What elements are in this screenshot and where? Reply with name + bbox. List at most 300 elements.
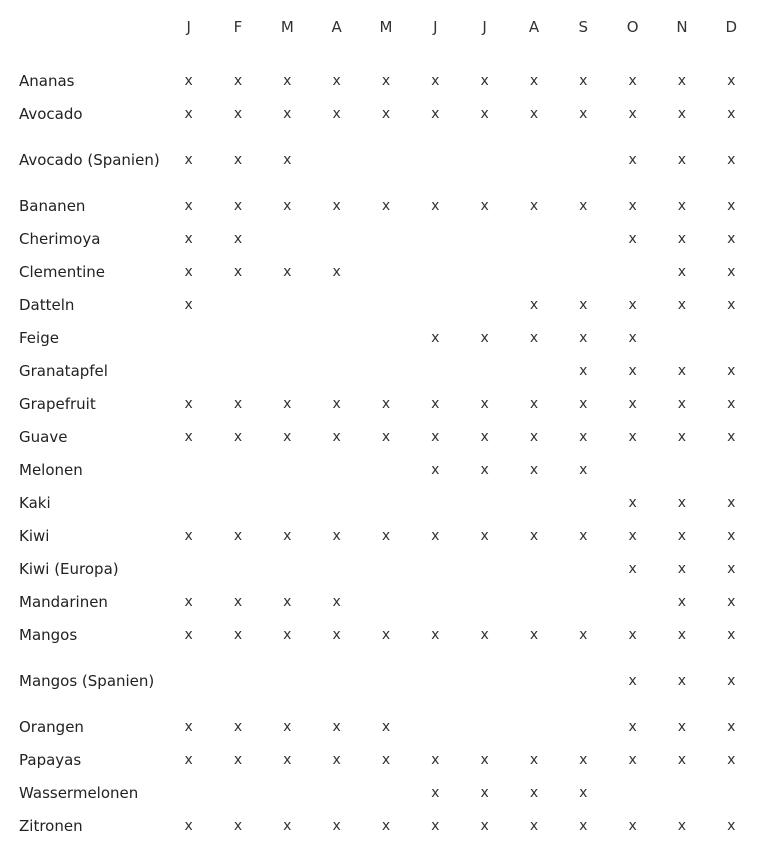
season-mark: x [628, 428, 637, 445]
season-mark: x [480, 527, 489, 544]
season-mark: x [184, 626, 193, 643]
season-mark: x [381, 197, 391, 214]
season-empty [559, 130, 608, 189]
season-mark: x [579, 395, 588, 412]
table-row [12, 321, 756, 354]
fruit-name: Orangen [19, 717, 84, 736]
fruit-name: Papayas [19, 750, 82, 769]
season-mark: x [233, 428, 243, 445]
season-empty [411, 354, 460, 387]
season-empty [460, 552, 509, 585]
season-mark: x [283, 105, 292, 122]
season-empty [657, 453, 706, 486]
fruit-name: Kaki [19, 493, 51, 512]
season-mark: x [677, 626, 687, 643]
season-mark: x [381, 626, 391, 643]
season-empty [608, 453, 657, 486]
season-mark: x [283, 395, 292, 412]
season-mark: x [579, 626, 588, 643]
season-empty [361, 255, 410, 288]
season-mark: x [677, 428, 687, 445]
season-mark: x [727, 626, 736, 643]
season-mark: x [332, 428, 341, 445]
season-empty [559, 710, 608, 743]
month-header: A [528, 18, 540, 36]
season-mark: x [677, 72, 687, 89]
season-empty [361, 288, 410, 321]
season-mark: x [431, 784, 440, 801]
season-mark: x [579, 461, 588, 478]
season-mark: x [628, 151, 637, 168]
season-mark: x [431, 72, 440, 89]
table-row [12, 189, 756, 222]
season-empty [164, 486, 213, 519]
season-empty [411, 651, 460, 710]
table-row [12, 743, 756, 776]
season-mark: x [233, 751, 243, 768]
season-mark: x [579, 428, 588, 445]
header-spacer [12, 46, 756, 64]
season-mark: x [184, 593, 193, 610]
fruit-name: Avocado [19, 104, 83, 123]
season-mark: x [480, 626, 489, 643]
season-empty [213, 776, 262, 809]
season-mark: x [727, 151, 736, 168]
season-mark: x [233, 72, 243, 89]
season-empty [559, 486, 608, 519]
season-mark: x [283, 428, 292, 445]
season-mark: x [184, 263, 193, 280]
season-mark: x [233, 718, 243, 735]
table-row [12, 710, 756, 743]
season-empty [164, 321, 213, 354]
season-empty [509, 552, 558, 585]
season-mark: x [480, 461, 489, 478]
month-header: S [578, 18, 589, 36]
season-empty [164, 453, 213, 486]
season-mark: x [381, 527, 391, 544]
table-row [12, 651, 756, 710]
season-mark: x [233, 197, 243, 214]
season-mark: x [628, 718, 637, 735]
season-empty [312, 288, 361, 321]
fruit-column-header [12, 8, 164, 46]
table-row [12, 809, 756, 842]
season-empty [361, 321, 410, 354]
month-header: A [331, 18, 342, 36]
season-mark: x [332, 105, 341, 122]
season-mark: x [332, 395, 341, 412]
season-mark: x [529, 329, 539, 346]
season-empty [312, 776, 361, 809]
season-mark: x [381, 817, 391, 834]
season-empty [312, 321, 361, 354]
fruit-name: Avocado (Spanien) [19, 150, 160, 169]
season-mark: x [727, 230, 736, 247]
season-mark: x [184, 72, 193, 89]
table-row [12, 288, 756, 321]
season-empty [460, 651, 509, 710]
season-table [12, 8, 756, 842]
season-empty [361, 486, 410, 519]
season-mark: x [480, 428, 489, 445]
fruit-name: Mangos (Spanien) [19, 671, 155, 690]
season-empty [509, 255, 558, 288]
season-mark: x [727, 560, 736, 577]
season-mark: x [727, 263, 736, 280]
season-mark: x [233, 263, 243, 280]
season-mark: x [283, 593, 292, 610]
season-empty [559, 585, 608, 618]
season-empty [559, 651, 608, 710]
season-empty [411, 222, 460, 255]
season-mark: x [381, 751, 391, 768]
season-empty [509, 651, 558, 710]
season-mark: x [480, 395, 489, 412]
season-mark: x [381, 72, 391, 89]
table-row [12, 519, 756, 552]
table-row [12, 585, 756, 618]
fruit-name: Kiwi (Europa) [19, 559, 119, 578]
season-empty [707, 321, 756, 354]
season-empty [460, 585, 509, 618]
season-mark: x [677, 560, 687, 577]
season-empty [263, 776, 312, 809]
season-empty [460, 222, 509, 255]
season-mark: x [332, 72, 341, 89]
season-empty [213, 321, 262, 354]
season-mark: x [628, 395, 637, 412]
season-mark: x [283, 263, 292, 280]
season-empty [213, 651, 262, 710]
fruit-name: Feige [19, 328, 59, 347]
season-empty [411, 255, 460, 288]
season-empty [263, 651, 312, 710]
month-header: J [482, 18, 487, 36]
fruit-name: Clementine [19, 262, 106, 281]
season-empty [460, 354, 509, 387]
season-empty [361, 354, 410, 387]
season-mark: x [233, 527, 243, 544]
fruit-name: Granatapfel [19, 361, 108, 380]
season-empty [411, 585, 460, 618]
season-mark: x [529, 197, 539, 214]
season-mark: x [628, 230, 637, 247]
season-mark: x [529, 296, 539, 313]
season-mark: x [332, 527, 341, 544]
season-empty [411, 486, 460, 519]
season-mark: x [579, 527, 588, 544]
season-empty [707, 453, 756, 486]
season-empty [411, 552, 460, 585]
season-mark: x [431, 461, 440, 478]
season-mark: x [579, 105, 588, 122]
table-row [12, 387, 756, 420]
season-mark: x [233, 151, 243, 168]
season-mark: x [727, 593, 736, 610]
season-empty [460, 710, 509, 743]
season-mark: x [727, 527, 736, 544]
season-mark: x [233, 593, 243, 610]
season-mark: x [579, 296, 588, 313]
fruit-name: Melonen [19, 460, 83, 479]
season-mark: x [727, 718, 736, 735]
season-mark: x [431, 395, 440, 412]
season-mark: x [677, 494, 687, 511]
table-row [12, 255, 756, 288]
season-mark: x [529, 817, 539, 834]
season-mark: x [233, 626, 243, 643]
season-mark: x [677, 197, 687, 214]
month-header: N [676, 18, 688, 36]
season-mark: x [677, 105, 687, 122]
season-mark: x [332, 718, 341, 735]
season-empty [213, 486, 262, 519]
season-empty [361, 585, 410, 618]
season-mark: x [431, 197, 440, 214]
season-empty [263, 222, 312, 255]
season-empty [164, 651, 213, 710]
month-header: J [433, 18, 438, 36]
table-row [12, 222, 756, 255]
season-empty [509, 130, 558, 189]
season-mark: x [283, 197, 292, 214]
season-mark: x [431, 751, 440, 768]
fruit-name: Kiwi [19, 526, 50, 545]
season-mark: x [727, 197, 736, 214]
season-empty [263, 354, 312, 387]
season-mark: x [677, 151, 687, 168]
season-mark: x [628, 672, 637, 689]
season-mark: x [628, 751, 637, 768]
table-row [12, 552, 756, 585]
season-mark: x [727, 362, 736, 379]
season-mark: x [184, 527, 193, 544]
season-mark: x [677, 718, 687, 735]
season-mark: x [283, 718, 292, 735]
table-row [12, 453, 756, 486]
season-empty [361, 552, 410, 585]
season-empty [164, 552, 213, 585]
season-mark: x [727, 751, 736, 768]
season-mark: x [381, 428, 391, 445]
season-mark: x [727, 817, 736, 834]
season-empty [213, 354, 262, 387]
season-empty [509, 222, 558, 255]
table-row [12, 64, 756, 97]
fruit-name: Zitronen [19, 816, 83, 835]
season-mark: x [233, 105, 243, 122]
season-empty [509, 585, 558, 618]
season-empty [411, 288, 460, 321]
season-mark: x [579, 751, 588, 768]
season-mark: x [677, 527, 687, 544]
season-empty [213, 552, 262, 585]
season-empty [559, 255, 608, 288]
season-mark: x [727, 296, 736, 313]
season-empty [460, 486, 509, 519]
season-mark: x [332, 751, 341, 768]
month-header: J [186, 18, 191, 36]
season-mark: x [233, 817, 243, 834]
fruit-name: Guave [19, 427, 68, 446]
season-mark: x [283, 817, 292, 834]
season-mark: x [184, 817, 193, 834]
season-mark: x [381, 105, 391, 122]
season-empty [361, 651, 410, 710]
season-empty [460, 288, 509, 321]
season-empty [213, 288, 262, 321]
season-empty [608, 585, 657, 618]
fruit-name: Ananas [19, 71, 75, 90]
season-mark: x [283, 626, 292, 643]
season-empty [164, 776, 213, 809]
season-mark: x [529, 72, 539, 89]
season-mark: x [677, 593, 687, 610]
month-header-row [12, 8, 756, 46]
season-mark: x [431, 817, 440, 834]
season-mark: x [480, 197, 489, 214]
season-mark: x [431, 626, 440, 643]
season-mark: x [529, 751, 539, 768]
season-empty [263, 453, 312, 486]
season-empty [312, 552, 361, 585]
season-mark: x [628, 72, 637, 89]
season-mark: x [579, 329, 588, 346]
season-mark: x [184, 751, 193, 768]
season-mark: x [431, 329, 440, 346]
season-empty [509, 354, 558, 387]
season-mark: x [184, 296, 193, 313]
season-mark: x [480, 817, 489, 834]
season-mark: x [480, 751, 489, 768]
season-mark: x [628, 560, 637, 577]
season-empty [361, 130, 410, 189]
season-mark: x [677, 751, 687, 768]
season-empty [509, 710, 558, 743]
season-mark: x [529, 527, 539, 544]
season-empty [312, 222, 361, 255]
season-mark: x [184, 718, 193, 735]
season-mark: x [529, 626, 539, 643]
season-mark: x [480, 784, 489, 801]
season-mark: x [677, 672, 687, 689]
season-mark: x [480, 105, 489, 122]
season-empty [361, 222, 410, 255]
season-mark: x [529, 461, 539, 478]
season-mark: x [184, 105, 193, 122]
season-mark: x [332, 626, 341, 643]
season-empty [312, 354, 361, 387]
season-mark: x [628, 296, 637, 313]
season-mark: x [332, 593, 341, 610]
season-mark: x [184, 428, 193, 445]
season-mark: x [332, 263, 341, 280]
season-mark: x [628, 494, 637, 511]
fruit-name: Mandarinen [19, 592, 108, 611]
fruit-name: Bananen [19, 196, 86, 215]
season-empty [312, 651, 361, 710]
season-mark: x [184, 197, 193, 214]
season-mark: x [233, 395, 243, 412]
table-row [12, 420, 756, 453]
season-mark: x [677, 362, 687, 379]
fruit-name: Datteln [19, 295, 75, 314]
season-mark: x [381, 395, 391, 412]
season-empty [657, 321, 706, 354]
season-mark: x [628, 817, 637, 834]
season-mark: x [628, 329, 637, 346]
season-empty [509, 486, 558, 519]
month-header: O [626, 18, 639, 36]
fruit-name: Mangos [19, 625, 78, 644]
season-mark: x [283, 751, 292, 768]
fruit-name: Grapefruit [19, 394, 96, 413]
season-table-body [12, 46, 756, 842]
season-empty [411, 710, 460, 743]
season-mark: x [332, 197, 341, 214]
season-mark: x [332, 817, 341, 834]
season-mark: x [579, 784, 588, 801]
month-header: D [725, 18, 738, 36]
season-mark: x [529, 428, 539, 445]
season-mark: x [677, 263, 687, 280]
season-empty [361, 453, 410, 486]
season-empty [460, 255, 509, 288]
season-mark: x [184, 395, 193, 412]
season-empty [263, 552, 312, 585]
season-mark: x [480, 329, 489, 346]
season-mark: x [677, 230, 687, 247]
season-mark: x [628, 626, 637, 643]
season-mark: x [727, 395, 736, 412]
fruit-name: Cherimoya [19, 229, 101, 248]
season-mark: x [283, 527, 292, 544]
season-mark: x [184, 151, 193, 168]
season-empty [263, 321, 312, 354]
table-row [12, 354, 756, 387]
season-mark: x [529, 784, 539, 801]
season-mark: x [431, 105, 440, 122]
table-row [12, 618, 756, 651]
season-mark: x [283, 72, 292, 89]
season-mark: x [480, 72, 489, 89]
season-mark: x [233, 230, 243, 247]
table-row [12, 486, 756, 519]
season-mark: x [727, 105, 736, 122]
season-mark: x [677, 395, 687, 412]
season-empty [263, 486, 312, 519]
season-empty [164, 354, 213, 387]
season-mark: x [727, 72, 736, 89]
season-mark: x [529, 395, 539, 412]
season-mark: x [677, 817, 687, 834]
season-empty [559, 222, 608, 255]
season-empty [608, 776, 657, 809]
season-empty [608, 255, 657, 288]
month-header: F [233, 18, 243, 36]
season-mark: x [579, 817, 588, 834]
month-header: M [280, 18, 294, 36]
season-empty [361, 776, 410, 809]
season-mark: x [529, 105, 539, 122]
table-row [12, 97, 756, 130]
season-mark: x [628, 527, 637, 544]
season-mark: x [628, 362, 637, 379]
season-empty [657, 776, 706, 809]
season-empty [411, 130, 460, 189]
season-mark: x [677, 296, 687, 313]
